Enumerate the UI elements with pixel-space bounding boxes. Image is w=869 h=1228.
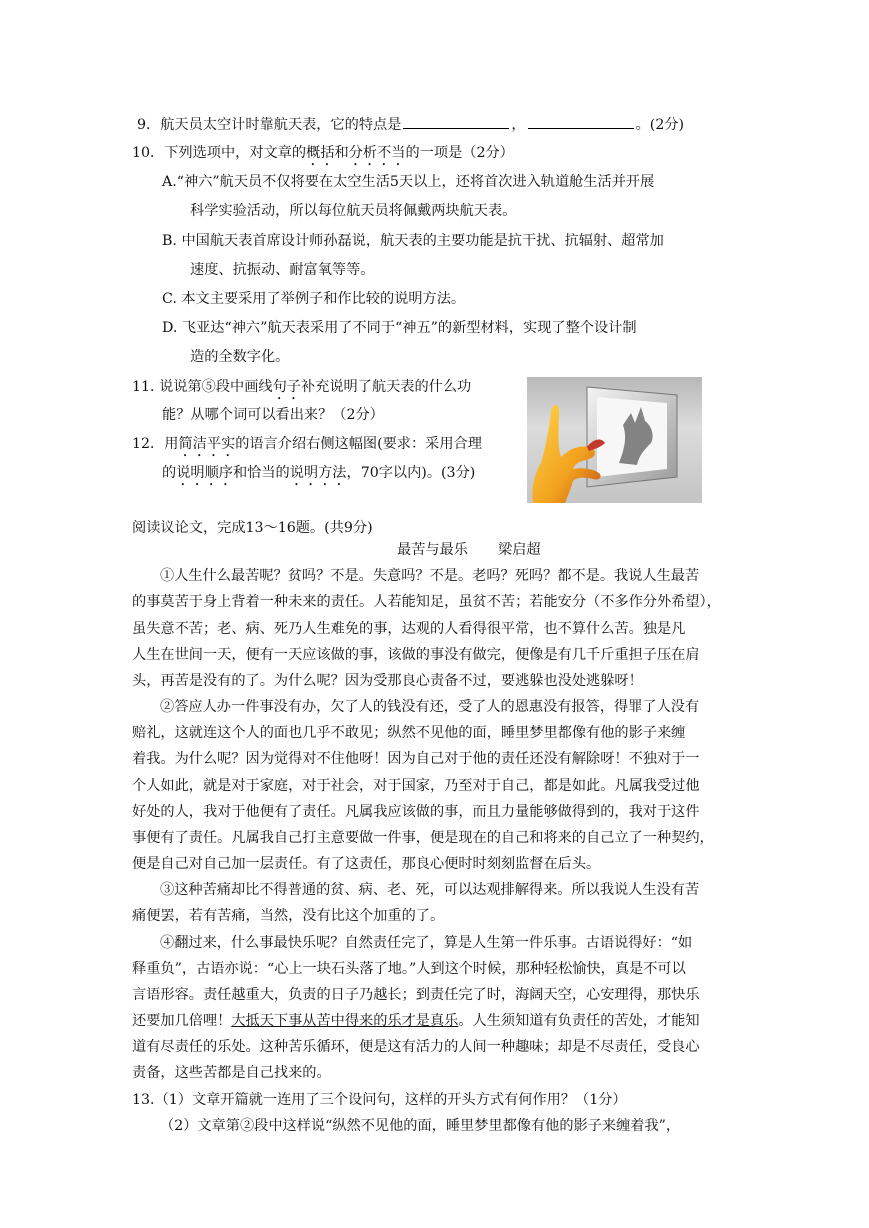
hand-shadow-illustration [527, 377, 702, 503]
q10-post: 的一项是（2分） [405, 145, 514, 161]
question-12 [132, 434, 482, 460]
question-9 [137, 114, 684, 135]
essay-author: 梁启超 [497, 542, 541, 558]
q11-dot: 句子 [272, 379, 301, 395]
q12-pre: 12．用 [132, 436, 179, 452]
essay-line: 个人如此，就是对于家庭，对于社会，对于国家，乃至对于自己，都是如此。凡属我受过他 [132, 778, 700, 794]
essay-line: ②答应人办一件事没有办，欠了人的钱没有还，受了人的恩惠没有报答，得罪了人没有 [160, 699, 700, 715]
essay-line: 赔礼，这就连这个人的面也几乎不敢见；纵然不见他的面，睡里梦里都像有他的影子来缠 [132, 725, 686, 741]
q12-dot: 简洁平实 [178, 436, 236, 452]
essay-line-underlined [132, 1011, 700, 1031]
essay-title: 最苦与最乐 [397, 542, 468, 558]
essay-line: 头，再苦是没有的了。为什么呢？因为受那良心责备不过，要逃躲也没处逃躲呀！ [132, 673, 643, 689]
option-b-line1: B. 中国航天表首席设计师孙磊说，航天表的主要功能是抗干扰、抗辐射、超常加 [162, 233, 664, 249]
q12-l2dot2: 说明方法 [289, 465, 347, 481]
essay-line: 痛便罢，若有苦痛，当然，没有比这个加重的了。 [132, 908, 445, 924]
question-11-line2: 能？从哪个词可以看出来？（2分） [162, 407, 384, 423]
q12-l2pre: 的 [162, 465, 177, 481]
essay-line: 责备，这些苦都是自己找来的。 [132, 1065, 331, 1081]
q11-pre: 11. 说说第⑤段中画线 [132, 379, 273, 395]
option-a-line1: A.“神六”航天员不仅将要在太空生活5天以上，还将首次进入轨道舱生活并开展 [162, 174, 655, 190]
q12-l2post: ，70字以内)。(3分) [346, 465, 476, 481]
essay-line: 着我。为什么呢？因为觉得对不住他呀！因为自己对于他的责任还没有解除呀！不独对于一 [132, 751, 700, 767]
essay-line: 道有尽责任的乐处。这种苦乐循环，便是这有活力的人间一种趣味；却是不尽责任，受良心 [132, 1039, 700, 1055]
q11-post: 补充说明了航天表的什么功 [300, 379, 472, 395]
question-11 [132, 377, 471, 403]
q12-l2dot1: 说明顺序 [176, 465, 233, 481]
underlined-sentence: 大抵天下事从苦中得来的乐才是真乐 [231, 1013, 459, 1029]
essay-p4-pre: 还要加几倍哩！ [132, 1013, 232, 1029]
q9-sep: ， [511, 117, 526, 133]
question-13-part2: （2）文章第②段中这样说“纵然不见他的面，睡里梦里都像有他的影子来缠着我”， [160, 1118, 681, 1134]
q10-mid: 和 [334, 145, 349, 161]
essay-line: 言语形容。责任越重大，负责的日子乃越长；到责任完了时，海阔天空，心安理得，那快乐 [132, 987, 700, 1003]
q12-l2mid: 和恰当的 [232, 465, 290, 481]
question-12-line2 [162, 463, 475, 489]
essay-p4-post: 。人生须知道有负责任的苦处，才能知 [458, 1013, 700, 1029]
q10-dot1: 概括 [306, 145, 335, 161]
essay-line: 的事莫苦于身上背着一种未来的责任。人若能知足，虽贫不苦；若能安分（不多作分外希望）， [132, 594, 721, 610]
option-d-line1: D. 飞亚达“神六”航天表采用了不同于“神五”的新型材料，实现了整个设计制 [162, 320, 637, 336]
q12-post: 的语言介绍右侧这幅图(要求：采用合理 [235, 436, 482, 452]
essay-line: ③这种苦痛却比不得普通的贫、病、老、死，可以达观排解得来。所以我说人生没有苦 [160, 882, 700, 898]
question-10 [132, 143, 514, 169]
q10-dot2: 分析 [348, 145, 378, 161]
essay-line: 释重负”，古语亦说：“心上一块石头落了地。”人到这个时候，那种轻松愉快，真是不可以 [132, 961, 686, 977]
answer-blank-2[interactable] [528, 114, 634, 129]
q10-pre: 10．下列选项中，对文章的 [132, 145, 307, 161]
hand-shadow-image [527, 377, 702, 503]
option-a-line2: 科学实验活动，所以每位航天员将佩戴两块航天表。 [190, 203, 517, 219]
q10-dot3: 不当 [377, 145, 406, 161]
option-d-line2: 造的全数字化。 [190, 349, 290, 365]
essay-line: 好处的人，我对于他便有了责任。凡属我应该做的事，而且力量能够做得到的，我对于这件 [132, 804, 700, 820]
option-c-line1: C. 本文主要采用了举例子和作比较的说明方法。 [162, 291, 466, 307]
essay-line: 人生在世间一天，便有一天应该做的事，该做的事没有做完，便像是有几千斤重担子压在肩 [132, 647, 700, 663]
essay-title-line [397, 540, 541, 560]
essay-line: 便是自己对自己加一层责任。有了这责任，那良心便时时刻刻监督在后头。 [132, 856, 601, 872]
section-intro: 阅读议论文，完成13～16题。(共9分) [132, 520, 373, 536]
essay-line: 虽失意不苦；老、病、死乃人生难免的事，达观的人看得很平常，也不算什么苦。独是凡 [132, 621, 686, 637]
option-b-line2: 速度、抗振动、耐富氧等等。 [190, 262, 375, 278]
essay-line: ④翻过来，什么事最快乐呢？自然责任完了，算是人生第一件乐事。古语说得好：“如 [160, 935, 693, 951]
q9-text: 9．航天员太空计时靠航天表，它的特点是 [137, 117, 402, 133]
question-13-part1: 13.（1）文章开篇就一连用了三个设问句，这样的开头方式有何作用？（1分） [132, 1092, 627, 1108]
essay-line: ①人生什么最苦呢？贫吗？不是。失意吗？不是。老吗？死吗？都不是。我说人生最苦 [160, 568, 700, 584]
essay-line: 事便有了责任。凡属我自己打主意要做一件事，便是现在的自己和将来的自己立了一种契约， [132, 830, 714, 846]
answer-blank-1[interactable] [403, 114, 509, 129]
q9-end: 。(2分) [635, 117, 685, 133]
